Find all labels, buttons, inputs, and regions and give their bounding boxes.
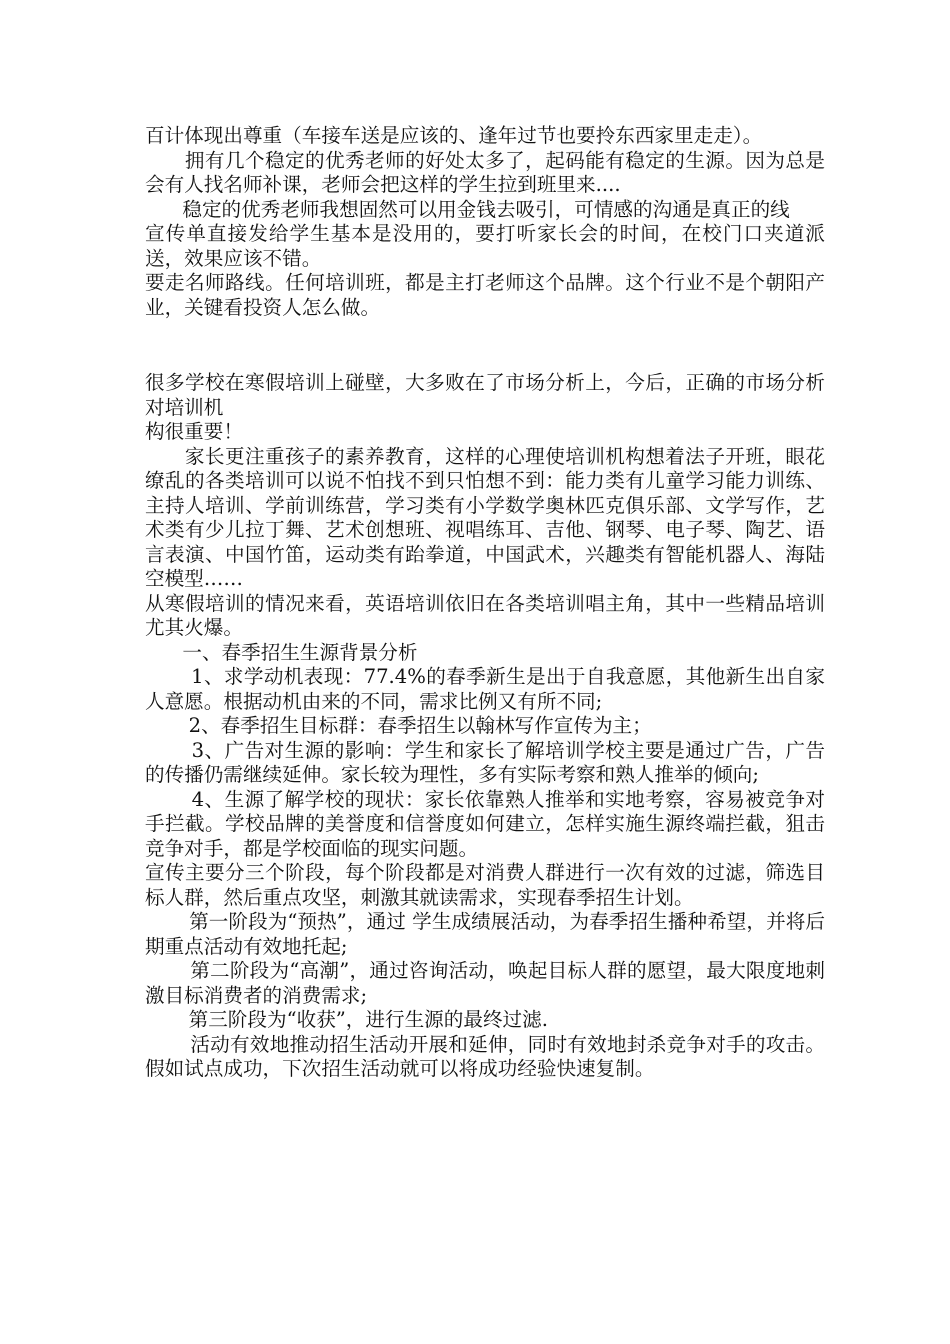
paragraph: 构很重要！ [145,420,243,443]
list-item: 3、广告对生源的影响：学生和家长了解培训学校主要是通过广告，广告的传播仍需继续延伸。家长较为理性，多有实际考察和熟人推举的倾向; [145,738,825,786]
section-spacer [145,320,825,371]
paragraph: 稳定的优秀老师我想固然可以用金钱去吸引，可情感的沟通是真正的线 [145,197,790,221]
paragraph: 活动有效地推动招生活动开展和延伸，同时有效地封杀竞争对手的攻击。假如试点成功，下次招生活动就可以将成功经验快速复制。 [145,1032,825,1080]
paragraph: 很多学校在寒假培训上碰壁，大多败在了市场分析上，今后，正确的市场分析对培训机 [145,371,825,419]
document-body [145,124,825,1082]
list-item: 4、生源了解学校的现状：家长依靠熟人推举和实地考察，容易被竞争对手拦截。学校品牌的美誉度和信誉度如何建立，怎样实施生源终端拦截，狙击竞争对手，都是学校面临的现实问题。 [145,787,825,860]
paragraph: 从寒假培训的情况来看，英语培训依旧在各类培训唱主角，其中一些精品培训尤其火爆。 [145,591,825,639]
paragraph: 第一阶段为“预热”，通过 学生成绩展活动，为春季招生播种希望，并将后期重点活动有效地托起; [145,910,825,958]
paragraph: 家长更注重孩子的素养教育，这样的心理使培训机构想着法子开班，眼花缭乱的各类培训可以说不怕找不到只怕想不到：能力类有儿童学习能力训练、主持人培训、学前训练营，学习类有小学数学奥林匹克俱乐部、文学写作，艺术类有少儿拉丁舞、艺术创想班、视唱练耳、吉他、钢琴、电子琴、陶艺、语言表演、中国竹笛，运动类有跆拳道，中国武术，兴趣类有智能机器人、海陆空模型…… [145,444,825,590]
paragraph: 第三阶段为“收获”，进行生源的最终过滤. [145,1008,548,1031]
paragraph: 宣传单直接发给学生基本是没用的，要打听家长会的时间，在校门口夹道派送，效果应该不错。 [145,222,825,270]
paragraph: 要走名师路线。任何培训班，都是主打老师这个品牌。这个行业不是个朝阳产业，关键看投资人怎么做。 [145,271,825,319]
paragraph: 第二阶段为“高潮”，通过咨询活动，唤起目标人群的愿望，最大限度地刺激目标消费者的消费需求; [145,959,825,1007]
paragraph: 拥有几个稳定的优秀老师的好处太多了，起码能有稳定的生源。因为总是会有人找名师补课，老师会把这样的学生拉到班里来.... [145,148,825,196]
list-item: 2、春季招生目标群：春季招生以翰林写作宣传为主； [145,714,652,737]
paragraph: 百计体现出尊重（车接车送是应该的、逢年过节也要拎东西家里走走）。 [145,124,763,147]
paragraph: 宣传主要分三个阶段，每个阶段都是对消费人群进行一次有效的过滤，筛选目标人群，然后重点攻坚，刺激其就读需求，实现春季招生计划。 [145,861,825,909]
section-heading: 一、春季招生生源背景分析 [145,640,418,664]
list-item: 1、求学动机表现：77.4%的春季新生是出于自我意愿，其他新生出自家人意愿。根据动机由来的不同，需求比例又有所不同; [145,665,825,713]
